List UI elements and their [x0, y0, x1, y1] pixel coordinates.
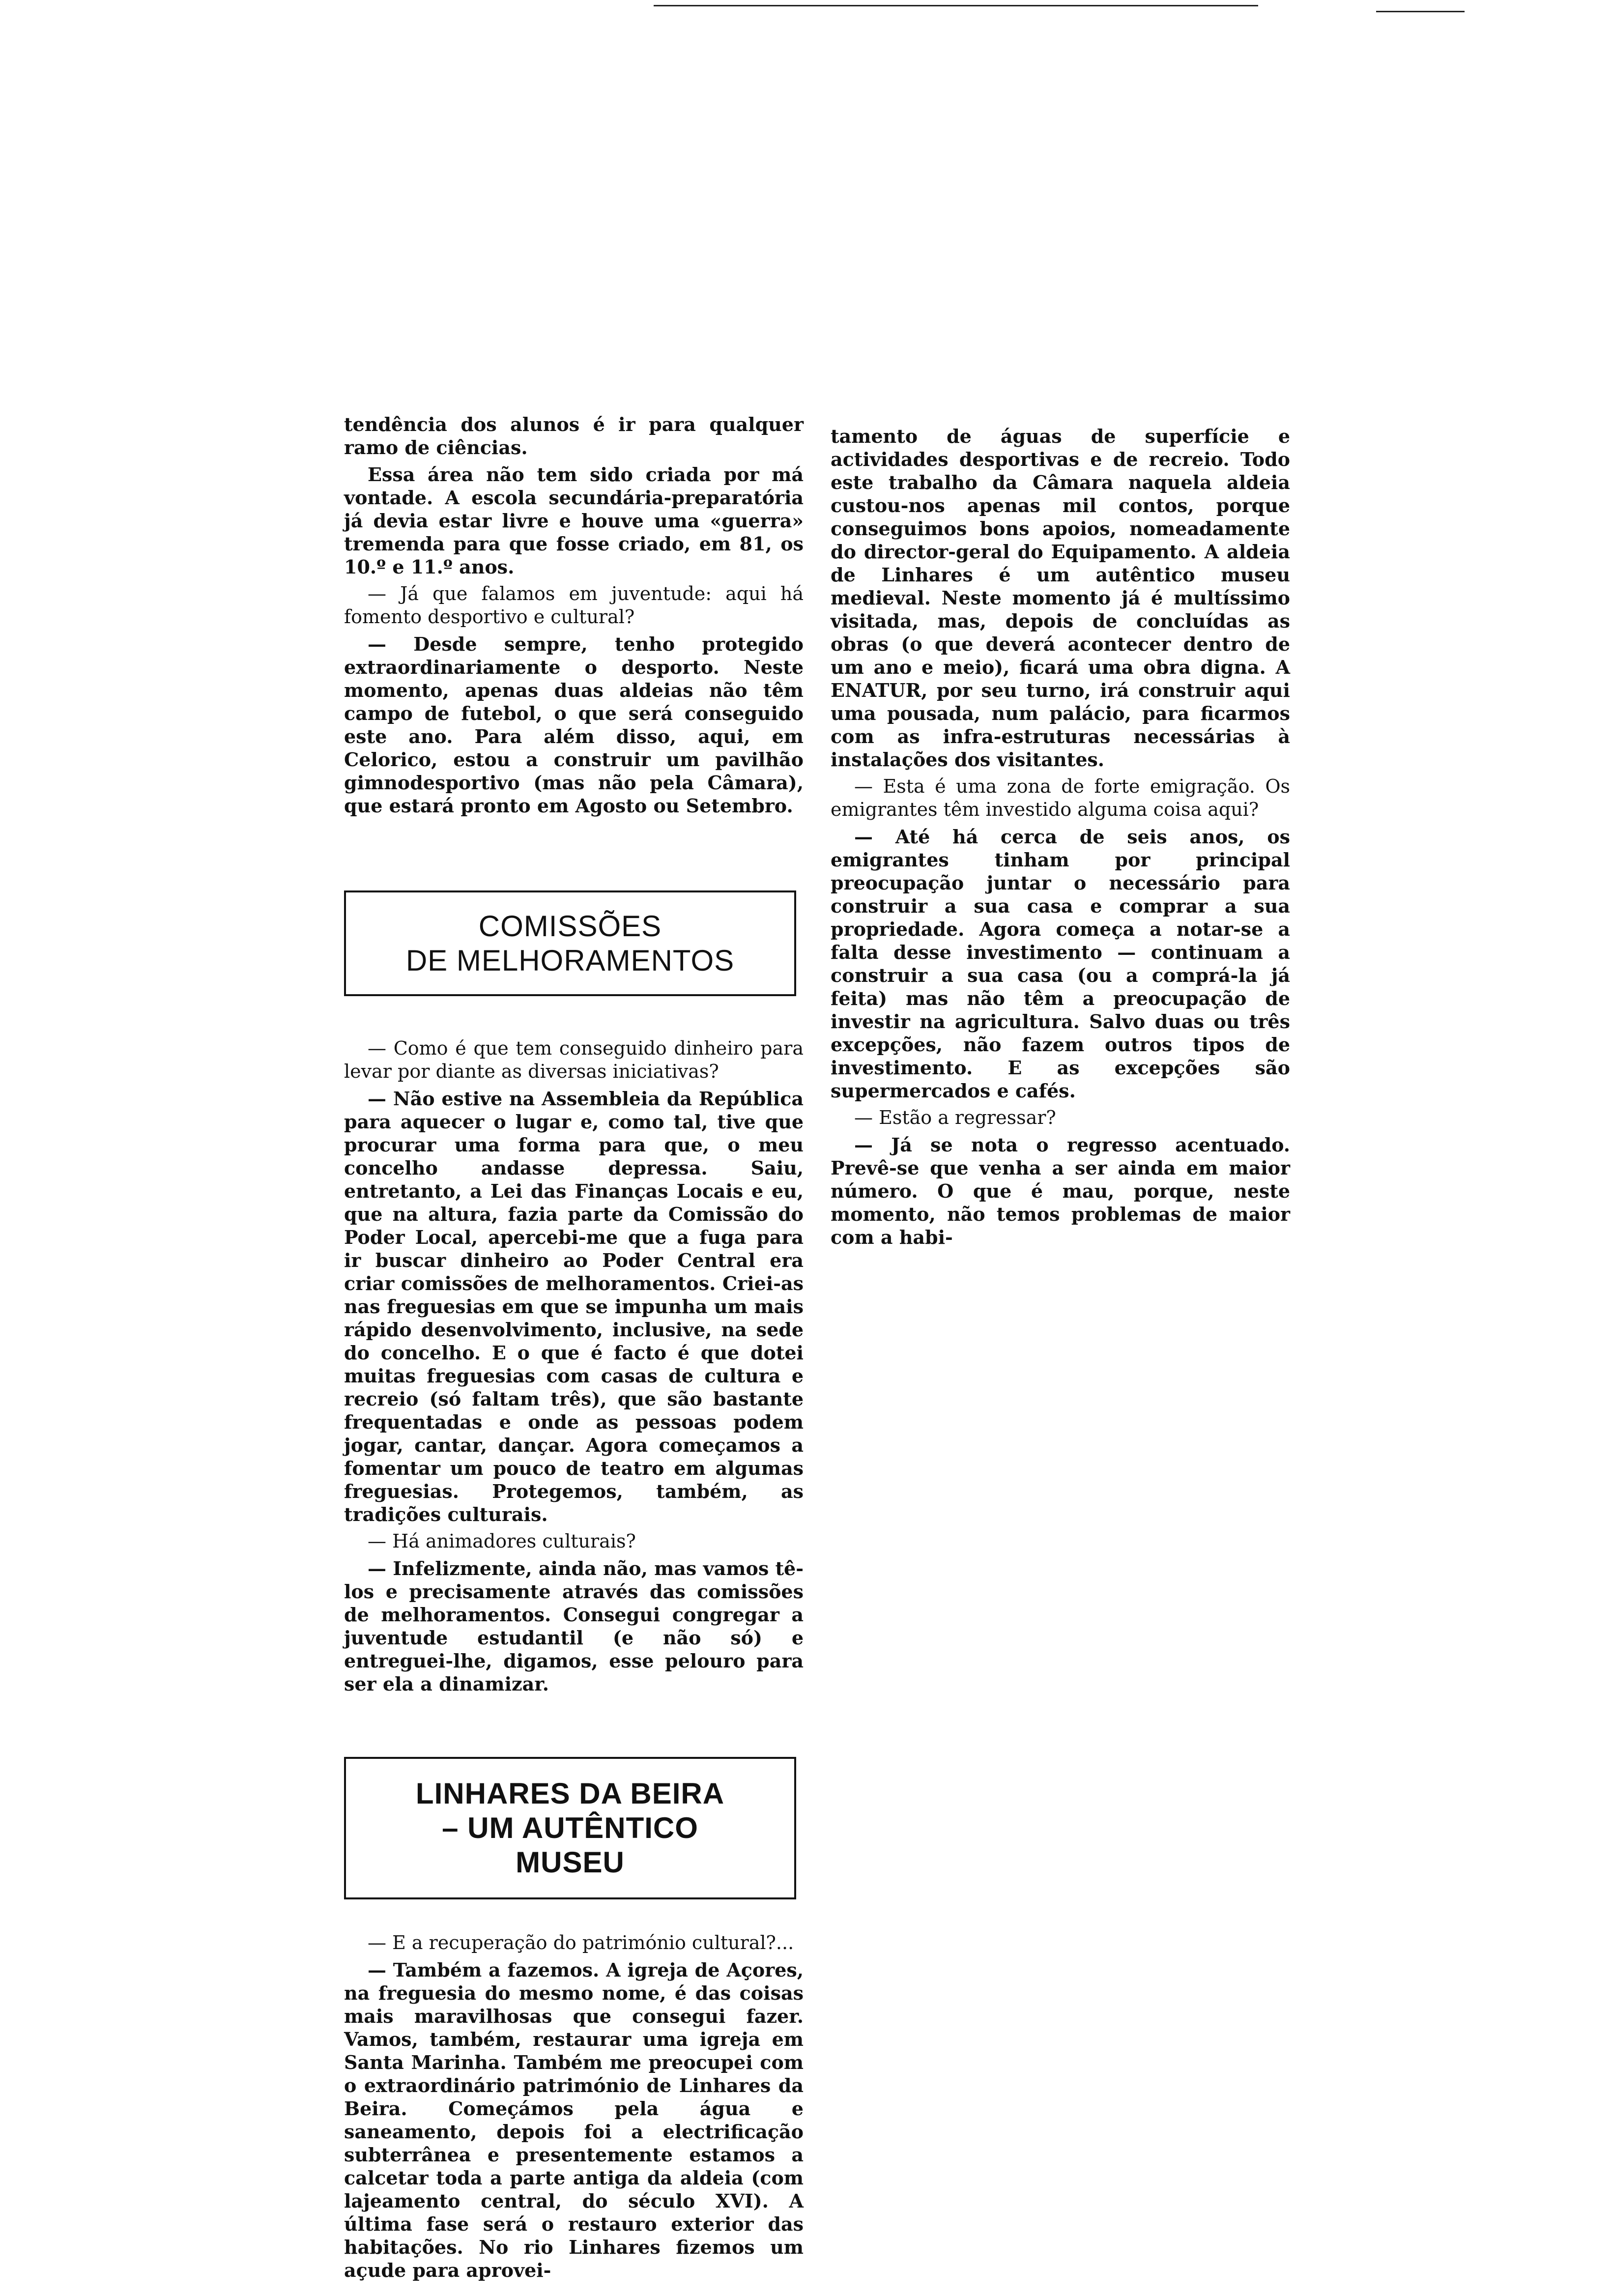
answer: — Desde sempre, tenho protegido extraordinariamente o desporto. Neste momento, apenas duas aldeias não têm campo de futebol, o que será conseguido este ano. Para além disso, aqui, em Celorico, estou a construir um pavilhão gimnodesportivo (mas não pela Câmara), que estará pronto em Agosto ou Setembro.	[344, 633, 804, 817]
heading-line: – UM AUTÊNTICO	[442, 1811, 698, 1844]
question: — Há animadores culturais?	[368, 1530, 636, 1552]
question: — E a recuperação do património cultural?...	[368, 1932, 794, 1953]
answer: — Até há cerca de seis anos, os emigrantes tinham por principal preocupação juntar o necessário para construir a sua casa e comprar a sua propriedade. Agora começa a notar-se a falta desse investimento — continuam a construir a sua casa (ou a comprá-la já feita) mas não têm a preocupação de investir na agricultura. Salvo duas ou três excepções, não fazem outros tipos de investimento. E as excepções são supermercados e cafés.	[831, 826, 1290, 1102]
question: — Esta é uma zona de forte emigração. Os emigrantes têm investido alguma coisa aqui?	[831, 775, 1290, 820]
paragraph: Essa área não tem sido criada por má vontade. A escola secundária-preparatória já devia estar livre e houve uma «guerra» tremenda para que fosse criado, em 81, os 10.º e 11.º anos.	[344, 463, 804, 578]
paragraph: tamento de águas de superfície e actividades desportivas e de recreio. Todo este trabalho da Câmara naquela aldeia custou-nos apenas mil contos, porque conseguimos bons apoios, nomeadamente do director-geral do Equipamento. A aldeia de Linhares é um autêntico museu medieval. Neste momento já é multíssimo visitada, mas, depois de concluídas as obras (o que deverá acontecer dentro de um ano e meio), ficará uma obra digna. A ENATUR, por seu turno, irá construir aqui uma pousada, num palácio, para ficarmos com as infra-estruturas necessárias à instalações dos visitantes.	[831, 425, 1290, 771]
answer: — Já se nota o regresso acentuado. Prevê-se que venha a ser ainda em maior número. O que é mau, porque, neste momento, não temos problemas de maior com a habi-	[831, 1134, 1290, 1248]
question: — Como é que tem conseguido dinheiro para levar por diante as diversas iniciativas?	[344, 1037, 804, 1082]
heading-line: MUSEU	[516, 1846, 625, 1879]
question: — Já que falamos em juventude: aqui há fomento desportivo e cultural?	[344, 583, 804, 628]
section-heading-comissoes	[344, 890, 796, 996]
left-column-middle	[344, 1037, 804, 1699]
right-column	[831, 425, 1290, 1253]
answer: — Também a fazemos. A igreja de Açores, na freguesia do mesmo nome, é das coisas mais maravilhosas que consegui fazer. Vamos, também, restaurar uma igreja em Santa Marinha. Também me preocupei com o extraordinário património de Linhares da Beira. Começámos pela água e saneamento, depois foi a electrificação subterrânea e presentemente estamos a calcetar toda a parte antiga da aldeia (com lajeamento central, do século XVI). A última fase será o restauro exterior das habitações. No rio Linhares fizemos um açude para aprovei-	[344, 1959, 804, 2281]
answer: — Infelizmente, ainda não, mas vamos tê-los e precisamente através das comissões de melhoramentos. Consegui congregar a juventude estudantil (e não só) e entreguei-lhe, digamos, esse pelouro para ser ela a dinamizar.	[344, 1557, 804, 1695]
left-column-top	[344, 413, 804, 821]
section-heading-linhares	[344, 1757, 796, 1899]
heading-line: LINHARES DA BEIRA	[415, 1777, 725, 1810]
top-scan-line	[654, 5, 1258, 6]
heading-line: DE MELHORAMENTOS	[405, 944, 735, 977]
left-column-bottom	[344, 1931, 804, 2286]
answer: — Não estive na Assembleia da República para aquecer o lugar e, como tal, tive que procurar uma forma para que, o meu concelho andasse depressa. Saiu, entretanto, a Lei das Finanças Locais e eu, que na altura, fazia parte da Comissão do Poder Local, apercebi-me que a fuga para ir buscar dinheiro ao Poder Central era criar comissões de melhoramentos. Criei-as nas freguesias em que se impunha um mais rápido desenvolvimento, inclusive, na sede do concelho. E o que é facto é que dotei muitas freguesias com casas de cultura e recreio (só faltam três), que são bastante frequentadas e onde as pessoas podem jogar, cantar, dançar. Agora começamos a fomentar um pouco de teatro em algumas freguesias. Protegemos, também, as tradições culturais.	[344, 1088, 804, 1525]
question: — Estão a regressar?	[854, 1107, 1056, 1128]
top-scan-line-right	[1376, 11, 1465, 12]
heading-line: COMISSÕES	[478, 909, 662, 943]
paragraph: tendência dos alunos é ir para qualquer ramo de ciências.	[344, 413, 804, 459]
